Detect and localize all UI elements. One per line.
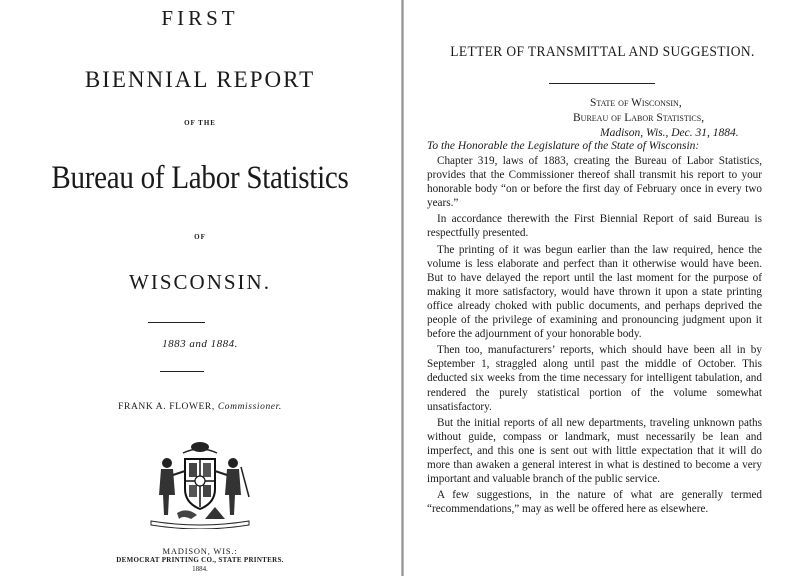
address-line-2: Bureau of Labor Statistics, xyxy=(573,112,705,124)
imprint-place: MADISON, WIS.: xyxy=(162,546,238,556)
paragraph: Then too, manufacturers’ reports, which should have been all in by September 1, straggled along until past the middle of October. This deducted six weeks from the time necessary for intelligent tabulation, and rendered the purely statistical portion of the volume somewhat unsatisfactory. xyxy=(427,344,762,413)
divider-rule xyxy=(148,322,205,323)
paragraph: In accordance therewith the First Biennial Report of said Bureau is respectfully presented. xyxy=(427,213,762,240)
letter-heading: LETTER OF TRANSMITTAL AND SUGGESTION. xyxy=(450,44,755,60)
paragraph: The printing of it was begun earlier than the law required, hence the volume is less elaborate and perfect than it otherwise would have been. But to have delayed the report until the last moment for the purpose of making it more satisfactory, would have thrown it upon a state printing office already choked with public documents, and perhaps deprived the people of the privilege of examining and pronouncing judgment upon it before the adjournment of your honorable body. xyxy=(427,243,762,341)
heading-rule xyxy=(549,83,655,84)
title-biennial-report: BIENNIAL REPORT xyxy=(84,67,316,92)
address-line-1: State of Wisconsin, xyxy=(590,97,682,109)
paragraph: A few suggestions, in the nature of what are generally termed “recommendations,” may as well be offered here as elsewhere. xyxy=(427,489,762,516)
divider-rule xyxy=(160,371,204,372)
title-of-the: OF THE xyxy=(184,119,216,127)
title-bureau: Bureau of Labor Statistics xyxy=(51,160,349,196)
report-years: 1883 and 1884. xyxy=(162,338,238,350)
commissioner-name: FRANK A. FLOWER, xyxy=(118,402,215,412)
paragraph: Chapter 319, laws of 1883, creating the Bureau of Labor Statistics, provides that the Commissioner thereof shall transmit his report to your honorable body “on or before the first day of February once in every two years.” xyxy=(427,155,762,210)
salutation: To the Honorable the Legislature of the State of Wisconsin: xyxy=(427,140,700,152)
commissioner-title: Commissioner. xyxy=(217,402,282,412)
address-line-3: Madison, Wis., Dec. 31, 1884. xyxy=(600,127,739,139)
page-gutter xyxy=(401,0,404,576)
imprint-printer: DEMOCRAT PRINTING CO., STATE PRINTERS. xyxy=(116,556,284,564)
imprint-year: 1884. xyxy=(192,565,208,573)
letter-page xyxy=(405,0,800,576)
title-of: OF xyxy=(194,233,206,241)
title-first: FIRST xyxy=(161,6,239,30)
letter-body xyxy=(427,154,762,518)
paragraph: But the initial reports of all new departments, traveling unknown paths without guide, compass or landmark, must necessarily be lean and imperfect, and this one is sent out with little expectation that it will do more than awaken a general interest in what is destined to become a very important and valuable branch of the public service. xyxy=(427,416,762,486)
state-seal-icon xyxy=(131,437,269,529)
title-state: WISCONSIN. xyxy=(129,270,271,294)
commissioner-line xyxy=(0,402,400,412)
